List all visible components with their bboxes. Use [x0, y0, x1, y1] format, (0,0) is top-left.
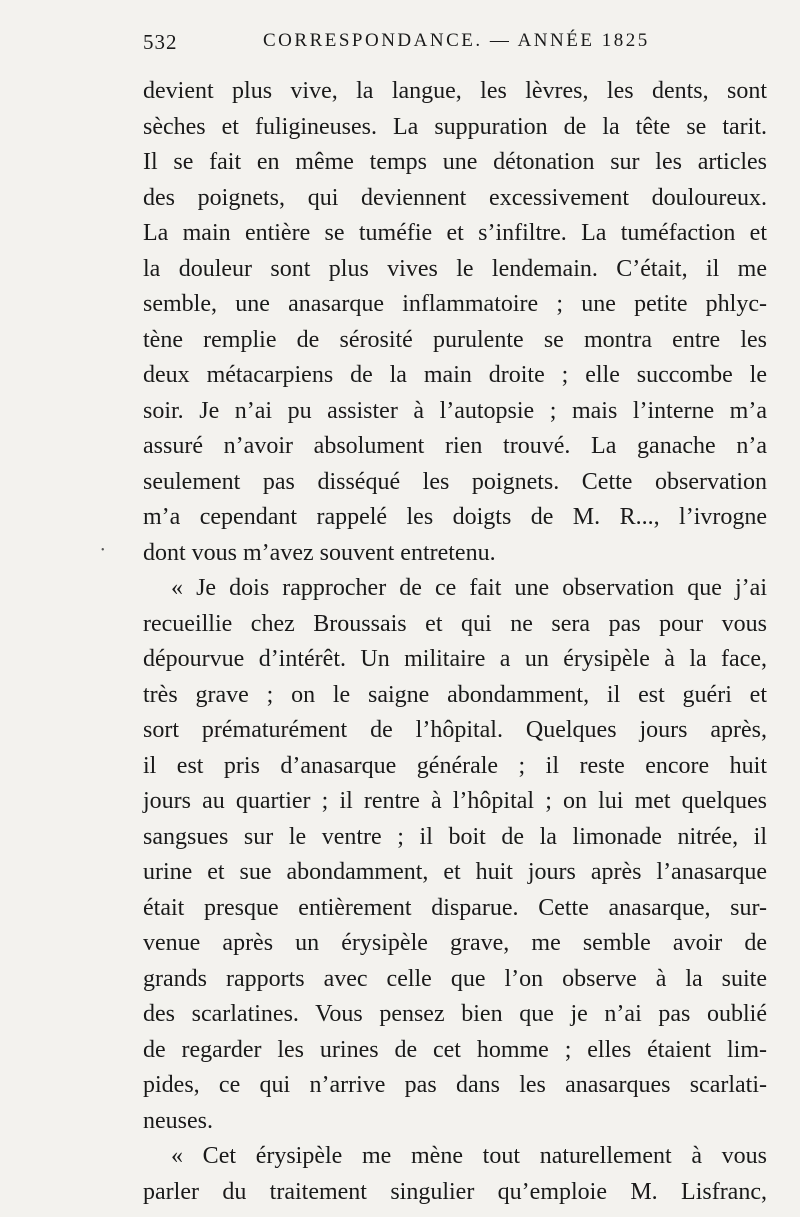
text-line: pides, ce qui n’arrive pas dans les anasarques scarlati-: [143, 1072, 767, 1098]
text-line: assuré n’avoir absolument rien trouvé. La ganache n’a: [143, 433, 767, 459]
text-line: dépourvue d’intérêt. Un militaire a un érysipèle à la face,: [143, 646, 767, 672]
text-line: sort prématurément de l’hôpital. Quelques jours après,: [143, 717, 767, 743]
text-line: venue après un érysipèle grave, me semble avoir de: [143, 930, 767, 956]
text-line: recueillie chez Broussais et qui ne sera pas pour vous: [143, 610, 767, 637]
body-text: [143, 74, 767, 1210]
text-line: seulement pas disséqué les poignets. Cette observation: [143, 468, 767, 495]
text-line: des poignets, qui deviennent excessivement douloureux.: [143, 184, 767, 211]
text-line: urine et sue abondamment, et huit jours après l’anasarque: [143, 859, 767, 885]
text-line: sangsues sur le ventre ; il boit de la limonade nitrée, il: [143, 823, 767, 850]
text-line: de regarder les urines de cet homme ; elles étaient lim-: [143, 1036, 767, 1063]
text-line: jours au quartier ; il rentre à l’hôpital ; on lui met quelques: [143, 788, 767, 814]
text-line: parler du traitement singulier qu’emploie M. Lisfranc,: [143, 1178, 767, 1205]
text-line: grands rapports avec celle que l’on observe à la suite: [143, 965, 767, 992]
text-line: très grave ; on le saigne abondamment, il est guéri et: [143, 681, 767, 708]
text-line: soir. Je n’ai pu assister à l’autopsie ; mais l’interne m’a: [143, 397, 767, 424]
text-line: semble, une anasarque inflammatoire ; une petite phlyc-: [143, 291, 767, 317]
text-line: était presque entièrement disparue. Cette anasarque, sur-: [143, 894, 767, 921]
text-line: la douleur sont plus vives le lendemain. C’était, il me: [143, 255, 767, 282]
text-line: La main entière se tuméfie et s’infiltre. La tuméfaction et: [143, 220, 767, 246]
text-line: m’a cependant rappelé les doigts de M. R..., l’ivrogne: [143, 504, 767, 530]
text-line: deux métacarpiens de la main droite ; elle succombe le: [143, 362, 767, 388]
text-line: il est pris d’anasarque générale ; il reste encore huit: [143, 752, 767, 779]
running-head: CORRESPONDANCE. — ANNÉE 1825: [263, 30, 650, 51]
text-line: des scarlatines. Vous pensez bien que je n’ai pas oublié: [143, 1001, 767, 1027]
text-line: tène remplie de sérosité purulente se montra entre les: [143, 326, 767, 353]
text-line: neuses.: [143, 1107, 213, 1134]
text-line: Il se fait en même temps une détonation sur les articles: [143, 149, 767, 175]
text-line: « Cet érysipèle me mène tout naturellement à vous: [171, 1143, 767, 1169]
page-header: [143, 30, 767, 56]
text-line: devient plus vive, la langue, les lèvres, les dents, sont: [143, 78, 767, 104]
text-line: « Je dois rapprocher de ce fait une observation que j’ai: [171, 575, 767, 601]
margin-speck: •: [101, 545, 105, 556]
text-line: dont vous m’avez souvent entretenu.: [143, 539, 496, 566]
page-number: 532: [143, 30, 178, 54]
text-line: sèches et fuligineuses. La suppuration de la tête se tarit.: [143, 113, 767, 140]
